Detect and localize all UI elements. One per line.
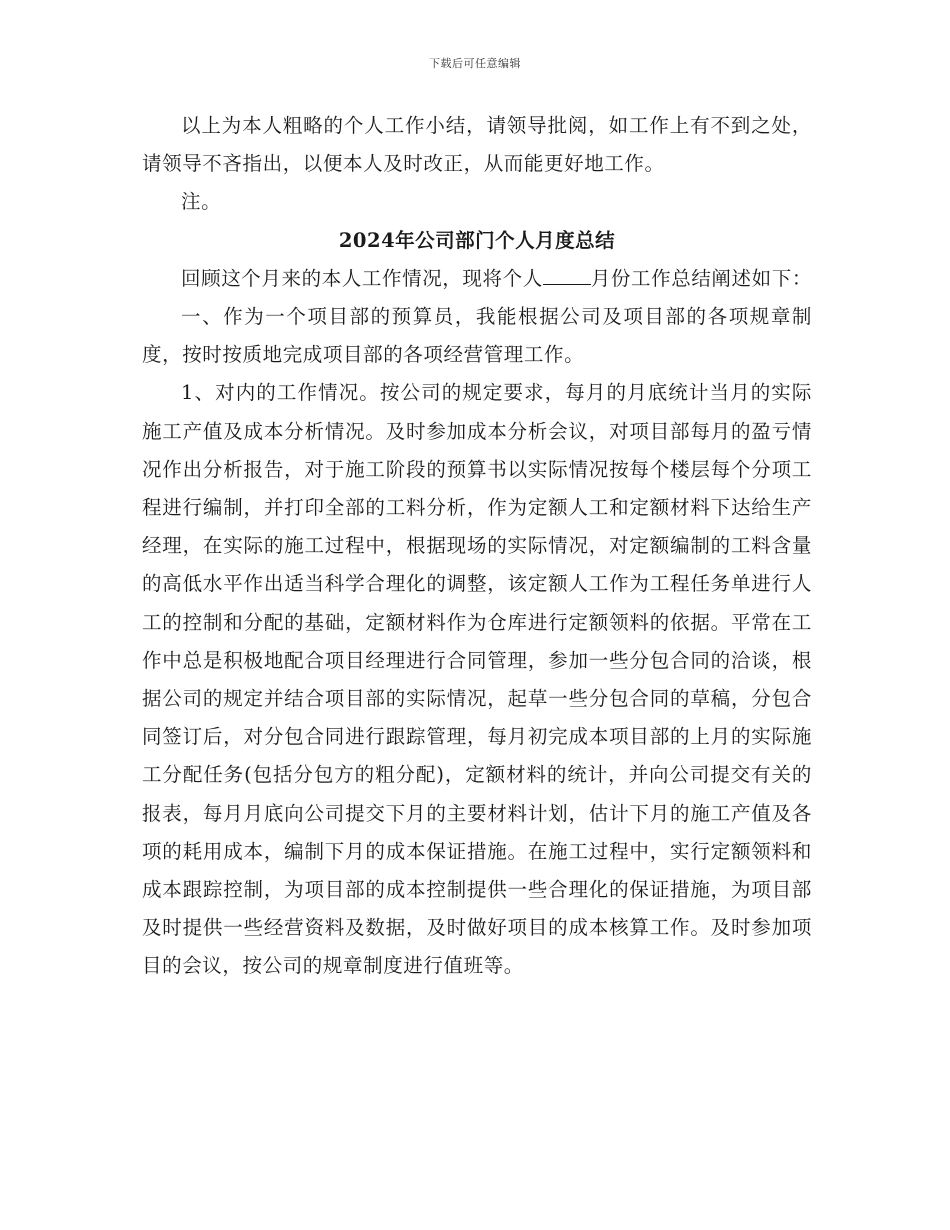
intro-paragraph: 以上为本人粗略的个人工作小结，请领导批阅，如工作上有不到之处，请领导不吝指出，以便本人及时改正，从而能更好地工作。 [142, 114, 812, 176]
review-text-after-blank: 月份工作总结阐述如下： [590, 266, 812, 290]
review-text-before-blank: 回顾这个月来的本人工作情况，现将个人 [181, 266, 543, 290]
note-line: 注。 [181, 190, 222, 214]
section-1-paragraph: 一、作为一个项目部的预算员，我能根据公司及项目部的各项规章制度，按时按质地完成项目部的各项经营管理工作。 [142, 305, 812, 367]
review-paragraph [142, 260, 812, 298]
header-note: 下载后可任意编辑 [429, 57, 521, 70]
item-1-paragraph: 1、对内的工作情况。按公司的规定要求，每月的月底统计当月的实际施工产值及成本分析情况。及时参加成本分析会议，对项目部每月的盈亏情况作出分析报告，对于施工阶段的预算书以实际情况按每个楼层每个分项工程进行编制，并打印全部的工料分析，作为定额人工和定额材料下达给生产经理，在实际的施工过程中，根据现场的实际情况，对定额编制的工料含量的高低水平作出适当科学合理化的调整，该定额人工作为工程任务单进行人工的控制和分配的基础，定额材料作为仓库进行定额领料的依据。平常在工作中总是积极地配合项目经理进行合同管理，参加一些分包合同的洽谈，根据公司的规定并结合项目部的实际情况，起草一些分包合同的草稿，分包合同签订后，对分包合同进行跟踪管理，每月初完成本项目部的上月的实际施工分配任务(包括分包方的粗分配)，定额材料的统计，并向公司提交有关的报表，每月月底向公司提交下月的主要材料计划，估计下月的施工产值及各项的耗用成本，编制下月的成本保证措施。在施工过程中，实行定额领料和成本跟踪控制，为项目部的成本控制提供一些合理化的保证措施，为项目部及时提供一些经营资料及数据，及时做好项目的成本核算工作。及时参加项目的会议，按公司的规章制度进行值班等。 [142, 381, 812, 978]
month-blank [543, 260, 591, 285]
document-title: 2024年公司部门个人月度总结 [338, 228, 616, 252]
document-body [142, 107, 812, 986]
